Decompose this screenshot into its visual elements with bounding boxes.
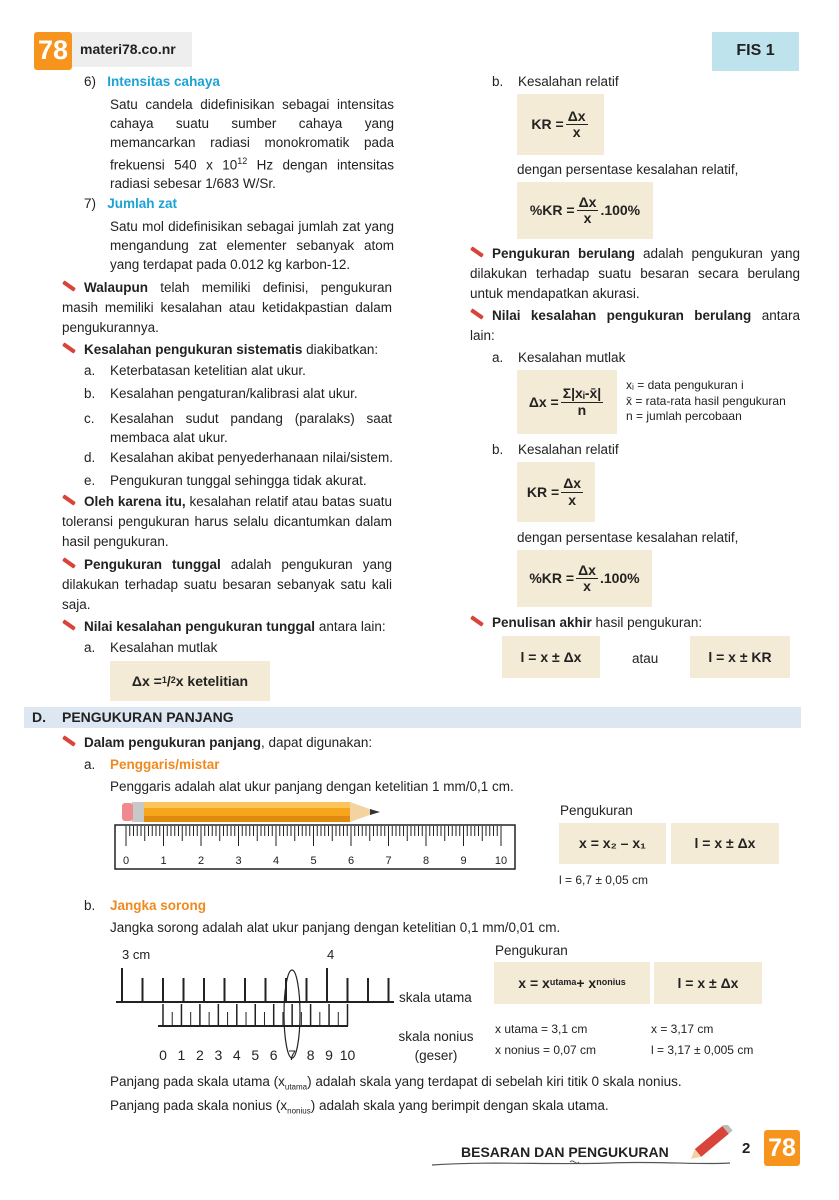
formula-persen-kr-berulang: %KR = $\frac{\Delta x}{x}$ .100%	[517, 550, 652, 607]
item-6	[84, 72, 394, 193]
penggaris-result: l = 6,7 ± 0,05 cm	[559, 873, 648, 887]
mutlak-berulang-item: a. Kesalahan mutlak	[492, 350, 626, 365]
formula-kr: KR = $\frac{\Delta x}{x}$	[517, 94, 604, 155]
pencil-bullet-icon	[470, 309, 484, 320]
mutlak-item: a. Kesalahan mutlak	[84, 640, 218, 655]
relatif-item: b. Kesalahan relatif	[492, 74, 619, 89]
penggaris-item: a. Penggaris/mistar	[84, 757, 220, 772]
ruler-label: 1	[160, 855, 167, 867]
nonius-scale-ticks	[163, 1004, 348, 1026]
pencil-bullet-icon	[62, 281, 76, 292]
ruler-label: 5	[310, 855, 317, 867]
nonius-scale-label: 8	[306, 1047, 315, 1063]
main-scale-label-4: 4	[327, 947, 335, 962]
ruler-label: 10	[494, 855, 508, 867]
nonius-scale-label: 2	[196, 1047, 204, 1063]
persen-text: dengan persentase kesalahan relatif,	[517, 162, 739, 177]
item-number: 7)	[84, 196, 97, 211]
formula-x-jangka: x = x utama + x nonius	[494, 962, 650, 1004]
jangka-text: Jangka sorong adalah alat ukur panjang dengan ketelitian 0,1 mm/0,01 cm.	[110, 920, 561, 935]
ruler-label: 3	[235, 855, 242, 867]
penggaris-measure-title: Pengukuran	[560, 803, 633, 818]
pencil-bullet-icon	[470, 616, 484, 627]
jangka-values-right: x = 3,17 cm l = 3,17 ± 0,005 cm	[651, 1022, 754, 1057]
vernier-illustration	[110, 940, 400, 1068]
pencil-bullet-icon	[62, 620, 76, 631]
formula-x-penggaris: x = x₂ – x₁	[559, 823, 666, 864]
penggaris-text: Penggaris adalah alat ukur panjang dengan ketelitian 1 mm/0,1 cm.	[110, 779, 514, 794]
item-text: Satu candela didefinisikan sebagai intensitas cahaya suatu sumber cahaya yang memancarkan radiasi monokromatik pada frekuensi 540 x $10^{12}$ Hz dengan intensitas radiasi sebesar 1/683 W/Sr.	[110, 96, 394, 192]
atau-text: atau	[632, 651, 659, 666]
relatif-berulang-item: b. Kesalahan relatif	[492, 442, 619, 457]
persen-text-2: dengan persentase kesalahan relatif,	[517, 530, 739, 545]
ruler-label: 6	[347, 855, 355, 867]
penulisan-heading: Penulisan akhir hasil pengukuran:	[470, 613, 702, 633]
desc-skala-nonius: Panjang pada skala nonius $(x_{nonius})$ adalah skala yang berimpit dengan skala utama.	[110, 1098, 609, 1116]
result-formula-1: l = x ± Δx	[502, 636, 600, 678]
nonius-scale-label: 4	[232, 1047, 241, 1063]
nonius-scale-label: 10	[339, 1047, 356, 1063]
formula-kr-berulang: KR = $\frac{\Delta x}{x}$	[517, 462, 595, 522]
nonius-scale-label: 1	[177, 1047, 186, 1063]
list-item: a. Keterbatasan ketelitian alat ukur.	[84, 363, 306, 378]
item-text: Satu mol didefinisikan sebagai jumlah zat yang mengandung zat elementer sebanyak atom yang terdapat pada 0.012 kg karbon-12.	[110, 218, 394, 272]
nonius-scale-label: 7	[288, 1047, 297, 1063]
ruler-label: 8	[422, 855, 430, 867]
page-number: 2	[742, 1140, 751, 1157]
nonius-scale-label: 6	[269, 1047, 278, 1063]
pencil-bullet-icon	[62, 343, 76, 354]
nonius-scale-label: 5	[251, 1047, 260, 1063]
pencil-icon	[122, 802, 380, 822]
section-d-header: D. PENGUKURAN PANJANG	[24, 707, 801, 728]
list-item: b. Kesalahan pengaturan/kalibrasi alat ukur.	[84, 386, 358, 401]
nilai-tunggal-heading: Nilai kesalahan pengukuran tunggal antara lain:	[62, 617, 402, 637]
desc-skala-utama: Panjang pada skala utama $(x_{utama})$ adalah skala yang terdapat di sebelah kiri titik 0 skala nonius.	[110, 1074, 682, 1092]
ruler-illustration	[112, 798, 522, 874]
chapter-title: BESARAN DAN PENGUKURAN	[461, 1144, 669, 1160]
tunggal-paragraph: Pengukuran tunggal adalah pengukuran yang dilakukan terhadap suatu besaran sebanyak satu kali saja.	[62, 557, 392, 612]
formula-mutlak-tunggal: Δx = 1 / 2 x ketelitian	[110, 661, 270, 701]
formula-persen-kr: %KR = $\frac{\Delta x}{x}$ .100%	[517, 182, 653, 239]
jangka-values-left: x utama = 3,1 cm x nonius = 0,07 cm	[495, 1022, 597, 1057]
footer-logo: 78	[764, 1130, 800, 1166]
oleh-paragraph: Oleh karena itu, kesalahan relatif atau batas suatu toleransi pengukuran harus selalu dicantumkan dalam hasil pengukuran.	[62, 494, 392, 549]
logo: 78	[34, 32, 72, 70]
item-title: Jumlah zat	[107, 196, 178, 211]
nonius-scale-label: 9	[325, 1047, 333, 1063]
list-item: c. Kesalahan sudut pandang (paralaks) saat membaca alat ukur.	[84, 411, 392, 445]
result-formula-2: l = x ± KR	[690, 636, 790, 678]
variable-notes: xᵢ = data pengukuran i x̄ = rata-rata hasil pengukuran n = jumlah percobaan	[626, 378, 786, 424]
site-name[interactable]: materi78.co.nr	[72, 32, 192, 67]
formula-l-jangka: l = x ± Δx	[654, 962, 762, 1004]
ruler-label: 9	[460, 855, 467, 867]
jangka-item: b. Jangka sorong	[84, 898, 207, 913]
nilai-berulang-heading: Nilai kesalahan pengukuran berulang antara lain:	[470, 308, 800, 343]
jangka-measure-title: Pengukuran	[495, 943, 568, 958]
main-scale-ticks	[122, 968, 389, 1002]
ruler-label: 0	[122, 855, 130, 867]
item-title: Intensitas cahaya	[107, 74, 220, 89]
main-scale-label-3: 3 cm	[122, 947, 151, 962]
list-item: d. Kesalahan akibat penyederhanaan nilai/sistem.	[84, 450, 393, 465]
formula-l-penggaris: l = x ± Δx	[671, 823, 779, 864]
ruler-label: 4	[272, 855, 280, 867]
pencil-bullet-icon	[62, 736, 76, 747]
item-number: 6)	[84, 74, 97, 89]
list-item: e. Pengukuran tunggal sehingga tidak akurat.	[84, 473, 367, 488]
sistematis-heading: Kesalahan pengukuran sistematis diakibatkan:	[62, 340, 392, 360]
pencil-bullet-icon	[62, 495, 76, 506]
nonius-scale-label: 3	[214, 1047, 223, 1063]
formula-dx-berulang: Δx = $\frac{\text{Σ|xᵢ-x̄|}}{n}$	[517, 370, 617, 434]
nonius-scale-label: 0	[159, 1047, 167, 1063]
skala-utama-label: skala utama	[399, 990, 472, 1005]
panjang-heading: Dalam pengukuran panjang, dapat digunakan:	[62, 733, 372, 753]
pencil-bullet-icon	[62, 558, 76, 569]
pencil-bullet-icon	[470, 247, 484, 258]
walaupun-paragraph: Walaupun telah memiliki definisi, pengukuran masih memiliki kesalahan atau ketidakpastian dalam pengukurannya.	[62, 280, 392, 335]
skala-nonius-label: skala nonius (geser)	[398, 1029, 474, 1063]
berulang-paragraph: Pengukuran berulang adalah pengukuran yang dilakukan terhadap suatu besaran secara berulang untuk mendapatkan akurasi.	[470, 246, 800, 301]
causes-list	[84, 361, 394, 494]
nonius-scale-labels	[159, 1047, 355, 1063]
ruler-label: 7	[385, 855, 392, 867]
subject-label: FIS 1	[712, 32, 799, 71]
item-7	[84, 194, 394, 274]
pencil-icon	[688, 1125, 733, 1163]
ruler-label: 2	[197, 855, 205, 867]
